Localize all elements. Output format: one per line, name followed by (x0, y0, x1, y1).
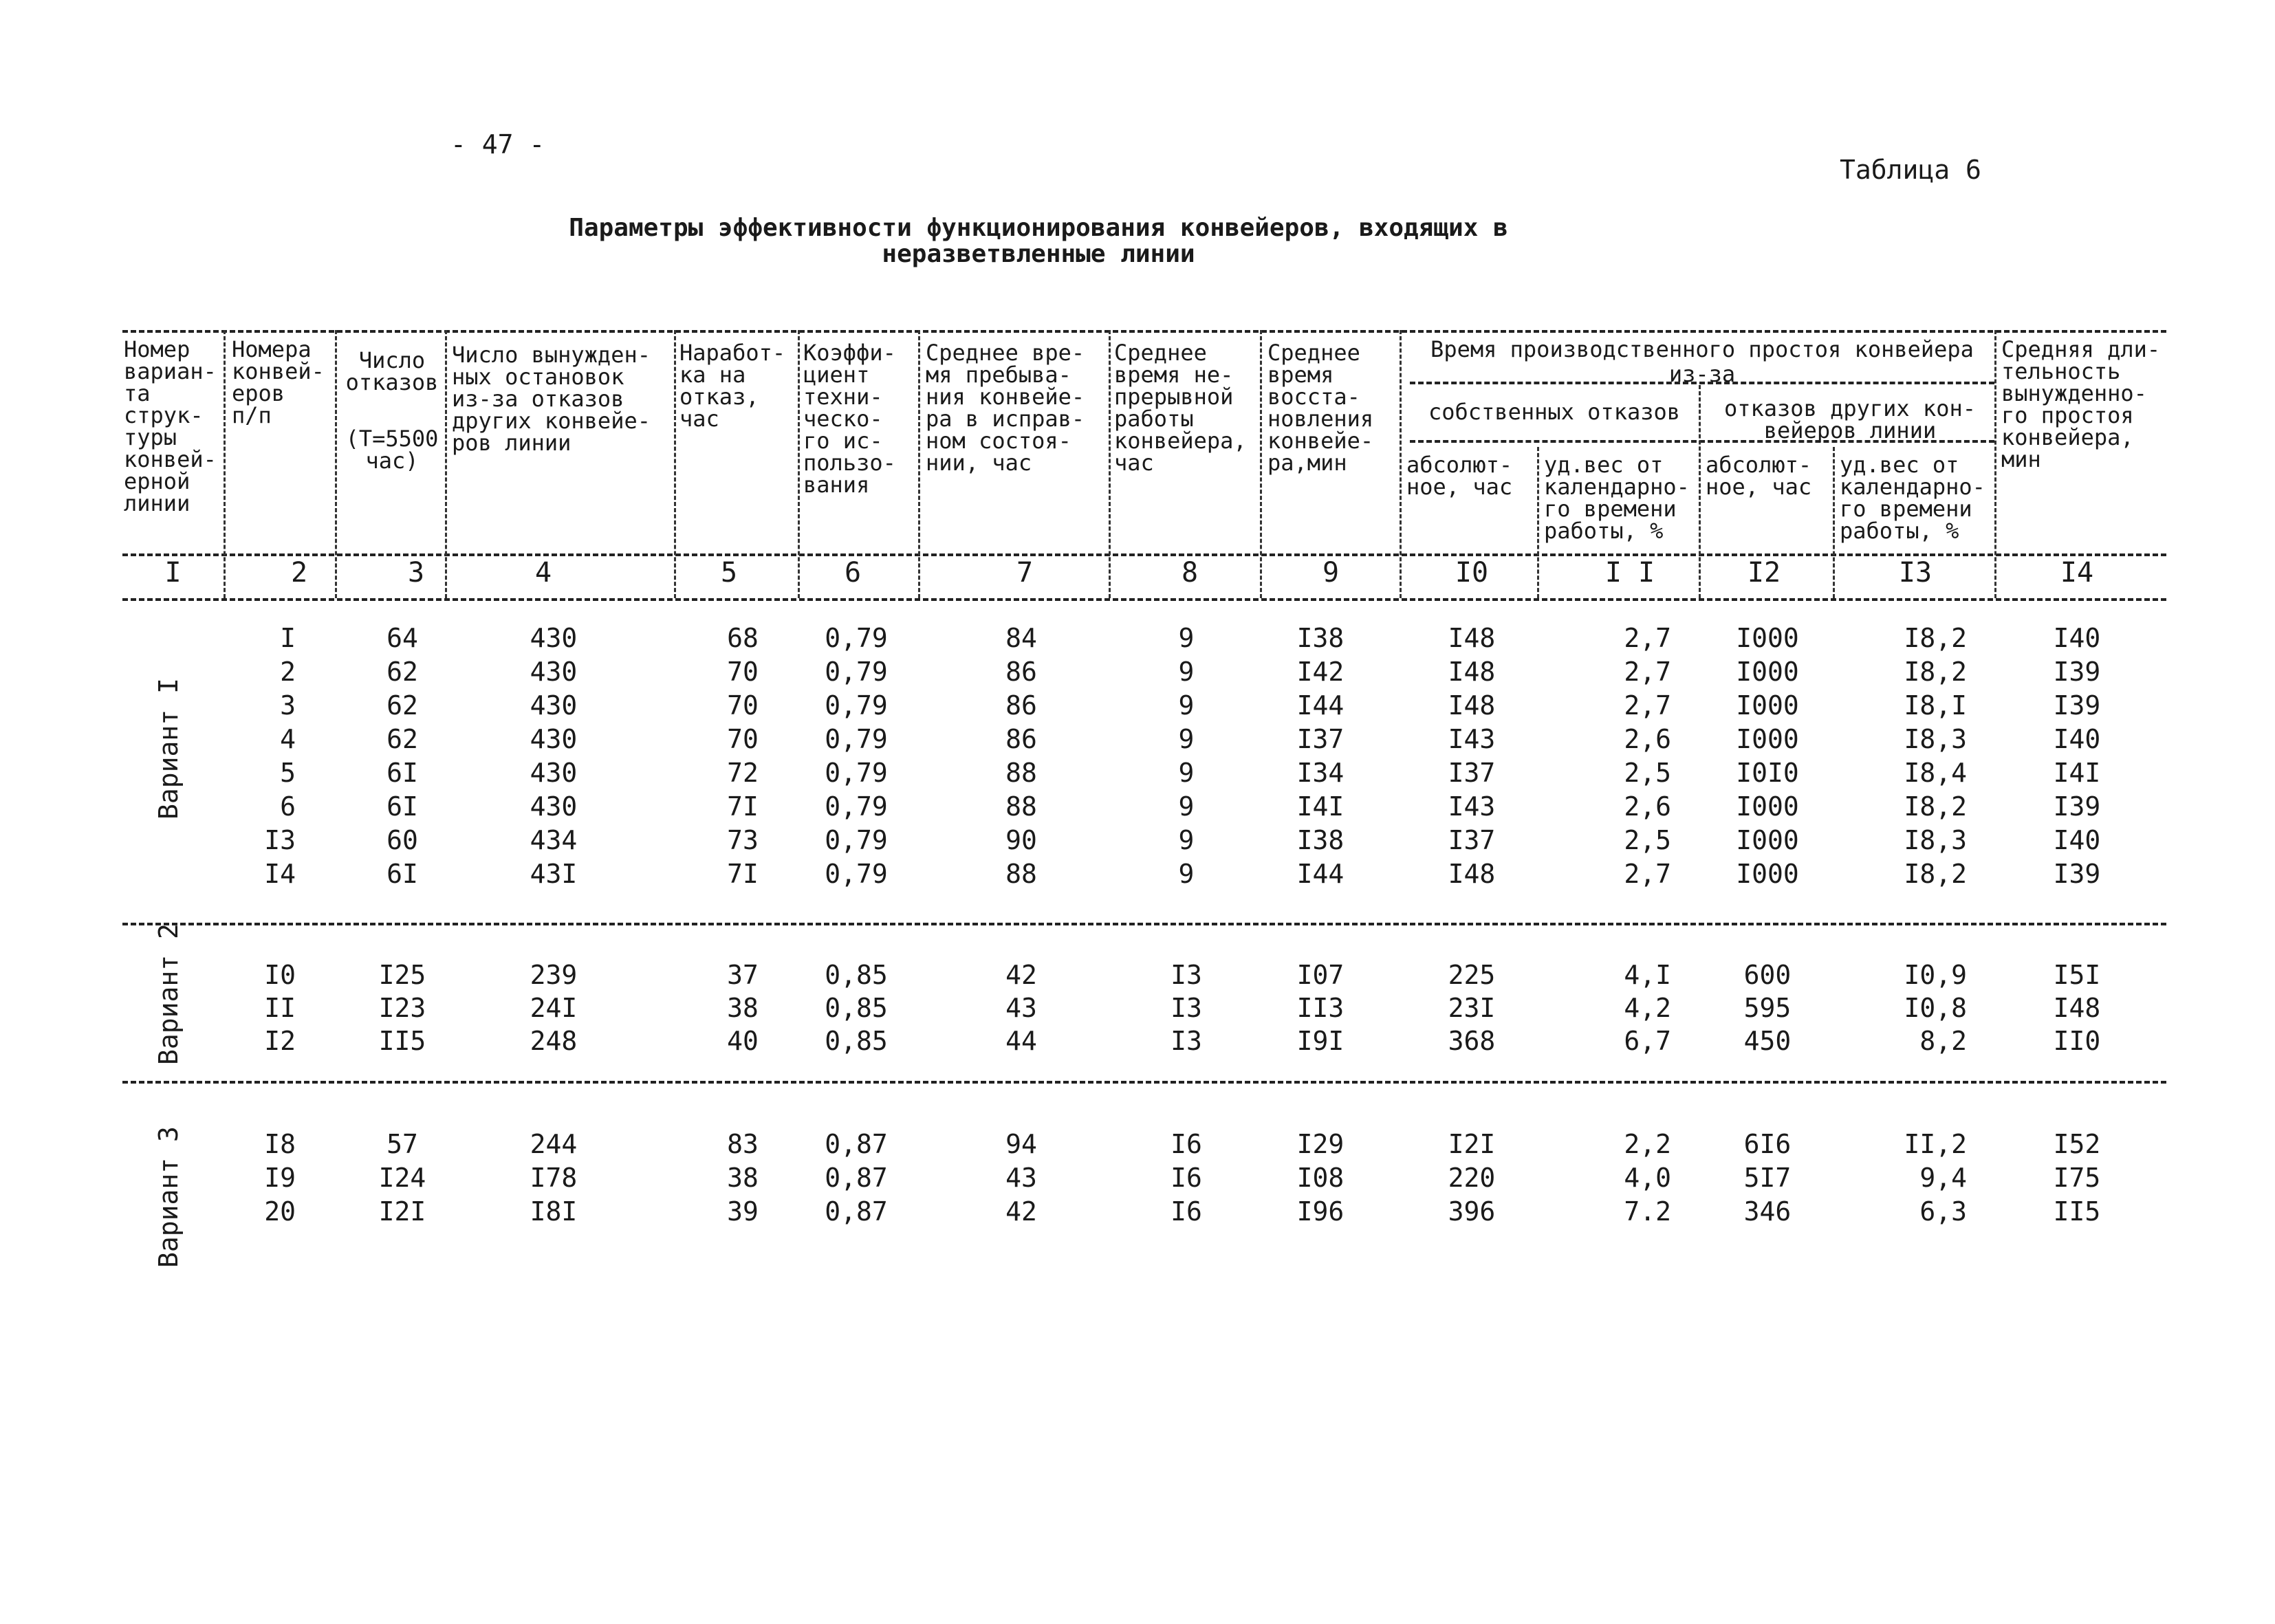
col-divider (1109, 330, 1111, 598)
table-cell: 430 (530, 758, 578, 788)
col-number: I3 (1898, 557, 1933, 589)
col-divider (674, 330, 676, 598)
table-cell: 38 (727, 993, 759, 1023)
col-number: 3 (407, 557, 425, 589)
table-cell: I4I (1296, 791, 1345, 822)
table-cell: I23 (378, 993, 426, 1023)
table-cell: I37 (1296, 724, 1345, 754)
table-cell: I08 (1296, 1163, 1345, 1193)
table-cell: I48 (2053, 993, 2101, 1023)
table-cell: 7I (727, 791, 759, 822)
table-cell: I8,2 (1904, 623, 1967, 653)
col-number: I (164, 557, 182, 589)
table-cell: 0,79 (825, 758, 888, 788)
table-cell: 0,85 (825, 960, 888, 990)
table-cell: I40 (2053, 724, 2101, 754)
table-cell: I8,2 (1904, 791, 1967, 822)
table-cell: 6,3 (1919, 1196, 1967, 1227)
table-cell: 60 (387, 825, 418, 855)
table-cell: 62 (387, 657, 418, 687)
table-cell: II0 (2053, 1026, 2101, 1056)
table-cell: 38 (727, 1163, 759, 1193)
header-downtime-due-to: из-за (1668, 361, 1736, 387)
page-number: - 47 - (450, 129, 545, 160)
table-cell: I3 (1171, 960, 1202, 990)
table-cell: 430 (530, 623, 578, 653)
table-cell: I43 (1448, 724, 1496, 754)
table-cell: 2,7 (1624, 690, 1671, 721)
table-cell: I96 (1296, 1196, 1345, 1227)
table-cell: I4I (2053, 758, 2101, 788)
table-cell: 396 (1448, 1196, 1496, 1227)
table-cell: 44 (1005, 1026, 1037, 1056)
header-avg-continuous-work: Среднее время не- прерывной работы конвейера, час (1114, 340, 1247, 476)
table-cell: 9 (1178, 825, 1195, 855)
table-cell: I8,3 (1904, 825, 1967, 855)
table-cell: 4,0 (1624, 1163, 1671, 1193)
col-number: I4 (2060, 557, 2094, 589)
table-cell: II,2 (1904, 1129, 1967, 1159)
table-cell: 346 (1743, 1196, 1792, 1227)
table-cell: 0,79 (825, 690, 888, 721)
table-cell: 20 (264, 1196, 296, 1227)
table-cell: I39 (2053, 657, 2101, 687)
table-cell: 9 (1178, 724, 1195, 754)
table-cell: 37 (727, 960, 759, 990)
table-cell: 0,87 (825, 1163, 888, 1193)
table-cell: II5 (378, 1026, 426, 1056)
table-cell: 2,6 (1624, 791, 1671, 822)
table-cell: I9I (1296, 1026, 1345, 1056)
table-cell: 9 (1178, 859, 1195, 889)
table-cell: 2,5 (1624, 758, 1671, 788)
table-cell: 84 (1005, 623, 1037, 653)
table-cell: I2 (264, 1026, 296, 1056)
table-cell: II3 (1296, 993, 1345, 1023)
table-cell: 6I (387, 859, 418, 889)
rule-header-top (122, 330, 2166, 333)
table-cell: 2,7 (1624, 859, 1671, 889)
rule-variant-2-3 (122, 1081, 2166, 1084)
col-divider (1699, 385, 1701, 598)
table-cell: 4 (280, 724, 296, 754)
table-cell: 42 (1005, 1196, 1037, 1227)
variant-label: Вариант 2 (153, 923, 184, 1065)
table-cell: 5I7 (1743, 1163, 1792, 1193)
col-number: 4 (534, 557, 552, 589)
col-number: 8 (1181, 557, 1199, 589)
header-own-failures: собственных отказов (1428, 399, 1681, 425)
col-number: I I (1604, 557, 1655, 589)
table-cell: 6,7 (1624, 1026, 1671, 1056)
table-cell: 86 (1005, 690, 1037, 721)
table-cell: I3 (1171, 993, 1202, 1023)
col-number: 9 (1322, 557, 1340, 589)
table-cell: I8,4 (1904, 758, 1967, 788)
table-cell: I52 (2053, 1129, 2101, 1159)
table-cell: 225 (1448, 960, 1496, 990)
table-cell: 7.2 (1624, 1196, 1671, 1227)
table-cell: 430 (530, 724, 578, 754)
table-cell: I07 (1296, 960, 1345, 990)
table-cell: I000 (1736, 724, 1799, 754)
table-cell: 40 (727, 1026, 759, 1056)
table-cell: 2,7 (1624, 623, 1671, 653)
table-cell: 2,5 (1624, 825, 1671, 855)
col-number: 7 (1016, 557, 1034, 589)
header-variant-number: Номер вариан- та струк- туры конвей- ерной линии (124, 336, 217, 516)
table-cell: 70 (727, 657, 759, 687)
table-cell: 86 (1005, 724, 1037, 754)
table-cell: 88 (1005, 758, 1037, 788)
table-cell: I8,2 (1904, 859, 1967, 889)
table-cell: I8,2 (1904, 657, 1967, 687)
table-cell: I000 (1736, 623, 1799, 653)
table-cell: 450 (1743, 1026, 1792, 1056)
table-cell: 0,87 (825, 1196, 888, 1227)
col-number: 2 (290, 557, 308, 589)
table-cell: 0,87 (825, 1129, 888, 1159)
table-cell: 6I (387, 791, 418, 822)
table-cell: I000 (1736, 657, 1799, 687)
table-cell: I000 (1736, 825, 1799, 855)
table-cell: 0,85 (825, 993, 888, 1023)
table-cell: I43 (1448, 791, 1496, 822)
table-cell: I48 (1448, 623, 1496, 653)
table-cell: 9,4 (1919, 1163, 1967, 1193)
table-cell: 6 (280, 791, 296, 822)
col-number: 5 (720, 557, 738, 589)
table-cell: I37 (1448, 758, 1496, 788)
header-own-share: уд.вес от календарно- го времени работы, % (1544, 452, 1690, 544)
table-cell: 2,6 (1624, 724, 1671, 754)
table-cell: 73 (727, 825, 759, 855)
table-cell: 220 (1448, 1163, 1496, 1193)
header-mtbf: Наработ- ка на отказ, час (679, 340, 786, 432)
table-cell: 0,79 (825, 859, 888, 889)
variant-label: Вариант I (153, 678, 184, 820)
table-cell: I4 (264, 859, 296, 889)
table-cell: I0I0 (1736, 758, 1799, 788)
table-cell: II5 (2053, 1196, 2101, 1227)
col-number: 6 (844, 557, 862, 589)
table-cell: 244 (530, 1129, 578, 1159)
table-cell: 90 (1005, 825, 1037, 855)
variant-label: Вариант 3 (153, 1126, 184, 1268)
table-cell: I44 (1296, 690, 1345, 721)
col-divider (1400, 330, 1402, 598)
table-cell: I5I (2053, 960, 2101, 990)
col-divider (918, 330, 920, 598)
table-cell: 430 (530, 690, 578, 721)
table-cell: I (280, 623, 296, 653)
col-divider (224, 330, 226, 598)
table-cell: I39 (2053, 791, 2101, 822)
table-cell: I75 (2053, 1163, 2101, 1193)
table-cell: I2I (378, 1196, 426, 1227)
table-cell: 239 (530, 960, 578, 990)
table-cell: I44 (1296, 859, 1345, 889)
table-cell: 0,79 (825, 657, 888, 687)
table-cell: 39 (727, 1196, 759, 1227)
table-cell: 0,79 (825, 623, 888, 653)
table-cell: 0,79 (825, 724, 888, 754)
table-cell: II (264, 993, 296, 1023)
table-cell: 595 (1743, 993, 1792, 1023)
table-cell: 23I (1448, 993, 1496, 1023)
table-cell: I40 (2053, 623, 2101, 653)
table-cell: 43 (1005, 993, 1037, 1023)
table-cell: I2I (1448, 1129, 1496, 1159)
table-cell: 368 (1448, 1026, 1496, 1056)
table-cell: I78 (530, 1163, 578, 1193)
table-cell: I37 (1448, 825, 1496, 855)
table-cell: 0,79 (825, 791, 888, 822)
header-utilization-coefficient: Коэффи- циент техни- ческо- го ис- пользо- вания (803, 340, 896, 498)
table-cell: I48 (1448, 657, 1496, 687)
header-other-absolute: абсолют- ное, час (1706, 452, 1812, 500)
col-number: I0 (1455, 557, 1489, 589)
table-cell: I39 (2053, 690, 2101, 721)
table-cell: I0,9 (1904, 960, 1967, 990)
table-cell: 42 (1005, 960, 1037, 990)
table-cell: 430 (530, 791, 578, 822)
table-cell: 68 (727, 623, 759, 653)
table-cell: 5 (280, 758, 296, 788)
table-cell: 88 (1005, 791, 1037, 822)
table-cell: 6I6 (1743, 1129, 1792, 1159)
table-cell: 86 (1005, 657, 1037, 687)
table-cell: I3 (264, 825, 296, 855)
table-cell: 9 (1178, 623, 1195, 653)
table-cell: 72 (727, 758, 759, 788)
col-divider (798, 330, 800, 598)
table-cell: 62 (387, 724, 418, 754)
col-divider (1994, 330, 1996, 598)
table-cell: I6 (1171, 1129, 1202, 1159)
table-cell: 70 (727, 690, 759, 721)
rule-variant-1-2 (122, 923, 2166, 925)
header-conveyor-numbers: Номера конвей- еров п/п (232, 336, 325, 428)
table-cell: 4,I (1624, 960, 1671, 990)
table-cell: 94 (1005, 1129, 1037, 1159)
table-cell: I24 (378, 1163, 426, 1193)
table-cell: 64 (387, 623, 418, 653)
header-avg-forced-downtime: Средняя дли- тельность вынужденно- го простоя конвейера, мин (2001, 336, 2161, 472)
header-avg-restore-time: Среднее время восста- новления конвейе- ра,мин (1267, 340, 1374, 476)
table-cell: I48 (1448, 859, 1496, 889)
rule-numbers-top (122, 553, 2166, 556)
header-own-absolute: абсолют- ное, час (1406, 452, 1513, 500)
table-cell: 600 (1743, 960, 1792, 990)
table-cell: 6I (387, 758, 418, 788)
table-cell: I8 (264, 1129, 296, 1159)
table-cell: 2,7 (1624, 657, 1671, 687)
table-cell: 9 (1178, 657, 1195, 687)
table-cell: I38 (1296, 825, 1345, 855)
table-cell: 3 (280, 690, 296, 721)
col-divider (1833, 447, 1835, 598)
table-cell: I000 (1736, 859, 1799, 889)
table-cell: 7I (727, 859, 759, 889)
table-cell: I000 (1736, 791, 1799, 822)
table-cell: 70 (727, 724, 759, 754)
table-cell: 0,85 (825, 1026, 888, 1056)
col-divider (1260, 330, 1262, 598)
table-cell: I8I (530, 1196, 578, 1227)
table-cell: 9 (1178, 690, 1195, 721)
table-cell: I9 (264, 1163, 296, 1193)
table-cell: 43I (530, 859, 578, 889)
table-cell: 43 (1005, 1163, 1037, 1193)
header-other-share: уд.вес от календарно- го времени работы, % (1840, 452, 1985, 544)
title-line-2: неразветвленные линии (882, 239, 1195, 268)
table-cell: 62 (387, 690, 418, 721)
title-line-1: Параметры эффективности функционирования конвейеров, входящих в (569, 214, 1508, 242)
table-cell: 2,2 (1624, 1129, 1671, 1159)
table-cell: I6 (1171, 1196, 1202, 1227)
table-cell: 8,2 (1919, 1026, 1967, 1056)
table-cell: I39 (2053, 859, 2101, 889)
rule-numbers-bottom (122, 598, 2166, 601)
header-downtime-group: Время производственного простоя конвейера (1430, 336, 1974, 362)
header-failure-period: (Т=5500 час) (345, 426, 439, 474)
table-cell: I38 (1296, 623, 1345, 653)
table-cell: I8,3 (1904, 724, 1967, 754)
table-cell: 248 (530, 1026, 578, 1056)
table-cell: 4,2 (1624, 993, 1671, 1023)
table-cell: 83 (727, 1129, 759, 1159)
table-cell: I000 (1736, 690, 1799, 721)
table-cell: 9 (1178, 791, 1195, 822)
col-divider (1537, 447, 1539, 598)
table-cell: I29 (1296, 1129, 1345, 1159)
header-other-failures: отказов других кон- вейеров линии (1723, 395, 1977, 443)
table-cell: I8,I (1904, 690, 1967, 721)
table-cell: 0,79 (825, 825, 888, 855)
header-forced-stops: Число вынужден- ных остановок из-за отказов других конвейе- ров линии (452, 342, 651, 456)
table-cell: 430 (530, 657, 578, 687)
table-cell: 24I (530, 993, 578, 1023)
table-cell: I40 (2053, 825, 2101, 855)
table-cell: I34 (1296, 758, 1345, 788)
header-failure-count: Число отказов (345, 347, 439, 395)
table-cell: I25 (378, 960, 426, 990)
table-cell: 57 (387, 1129, 418, 1159)
table-cell: I3 (1171, 1026, 1202, 1056)
table-cell: I42 (1296, 657, 1345, 687)
table-cell: I0,8 (1904, 993, 1967, 1023)
table-label: Таблица 6 (1840, 155, 1981, 185)
table-title (481, 215, 1596, 267)
table-cell: 88 (1005, 859, 1037, 889)
table-cell: I0 (264, 960, 296, 990)
table-cell: 434 (530, 825, 578, 855)
table-cell: I6 (1171, 1163, 1202, 1193)
col-number: I2 (1747, 557, 1781, 589)
header-avg-operable-time: Среднее вре- мя пребыва- ния конвейе- ра в исправ- ном состоя- нии, час (926, 340, 1085, 476)
table-cell: I48 (1448, 690, 1496, 721)
table-cell: 9 (1178, 758, 1195, 788)
table-cell: 2 (280, 657, 296, 687)
